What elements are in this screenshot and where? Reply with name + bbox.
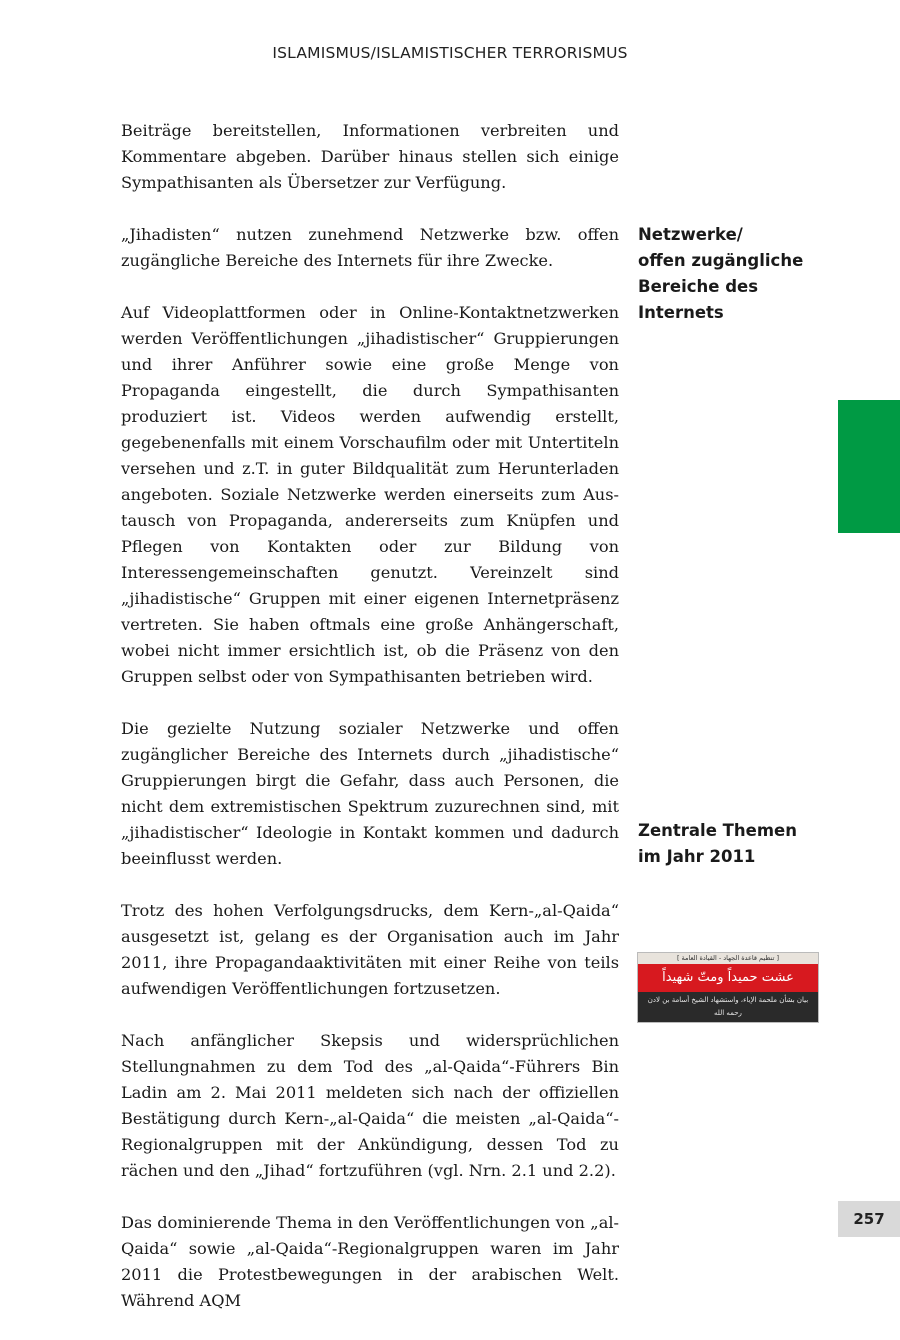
side-heading-line: offen zugängliche	[638, 251, 804, 270]
image-bottom-line: بيان بشأن ملحمة الإباء، واستشهاد الشيخ أسامة بن لادن	[647, 996, 809, 1004]
side-heading-line: Bereiche des	[638, 277, 759, 296]
paragraph: Beiträge bereitstellen, Informationen verbreiten und Kommentare abgeben. Darüber hinaus stellen sich einige Sympathisanten als Übersetzer zur Verfügung.	[121, 121, 619, 192]
side-heading-line: Zentrale Themen	[638, 821, 797, 840]
side-heading-line: Internets	[638, 303, 724, 322]
image-bottom-text	[638, 992, 818, 1022]
paragraph: Auf Videoplattformen oder in Online-Kontaktnetzwerken werden Veröffentlichungen „jihadistischer“ Gruppierungen und ihrer Anführer sowie eine große Menge von Propaganda eingestellt, die durch Sympathisanten produziert ist. Videos werden aufwendig erstellt, gegebenenfalls mit einem Vorschaufilm oder mit Untertiteln versehen und z.T. in guter Bildqualität zum Herunterladen angeboten. Soziale Netzwerke werden einerseits zum Austausch von Propaganda, andererseits zum Knüpfen und Pflegen von Kontakten oder zur Bildung von Interessengemeinschaften genutzt. Vereinzelt sind „jihadistische“ Gruppen mit einer eigenen Internetpräsenz vertreten. Sie haben oftmals eine große Anhängerschaft, wobei nicht immer ersichtlich ist, ob die Präsenz von den Gruppen selbst oder von Sympathisanten betrieben wird.	[121, 303, 619, 686]
main-text	[121, 118, 619, 1340]
image-top-text: [ تنظيم قاعدة الجهاد - القيادة العامة ]	[638, 953, 818, 964]
paragraph: Nach anfänglicher Skepsis und widersprüchlichen Stellungnahmen zu dem Tod des „al-Qaida“-Führers Bin Ladin am 2. Mai 2011 meldeten sich nach der offiziellen Bestätigung durch Kern-„al-Qaida“ die meisten „al-Qaida“-Regionalgruppen mit der Ankündigung, dessen Tod zu rächen und den „Jihad“ fortzuführen (vgl. Nrn. 2.1 und 2.2).	[121, 1031, 619, 1180]
side-heading-line: Netzwerke/	[638, 225, 743, 244]
running-header: ISLAMISMUS/ISLAMISTISCHER TERRORISMUS	[272, 44, 628, 62]
side-heading-line: im Jahr 2011	[638, 847, 756, 866]
paragraph: Das dominierende Thema in den Veröffentlichungen von „al-Qaida“ sowie „al-Qaida“-Regionalgruppen waren im Jahr 2011 die Protestbewegungen in der arabischen Welt. Während AQM	[121, 1213, 619, 1310]
chapter-tab	[838, 400, 900, 533]
propaganda-image	[638, 953, 818, 1022]
image-bottom-line: رحمه الله	[714, 1009, 742, 1017]
paragraph: Trotz des hohen Verfolgungsdrucks, dem Kern-„al-Qaida“ ausgesetzt ist, gelang es der Organisation auch im Jahr 2011, ihre Propagandaaktivitäten mit einer Reihe von teils aufwendigen Veröffentlichungen fortzusetzen.	[121, 901, 619, 998]
side-heading-netzwerke	[638, 222, 828, 326]
paragraph: Die gezielte Nutzung sozialer Netzwerke und offen zugänglicher Bereiche des Internets durch „jihadistische“ Gruppierungen birgt die Gefahr, dass auch Personen, die nicht dem extremistischen Spektrum zuzurechnen sind, mit „jihadistischer“ Ideologie in Kontakt kommen und dadurch beeinflusst werden.	[121, 719, 619, 868]
page-number: 257	[838, 1201, 900, 1237]
paragraph: „Jihadisten“ nutzen zunehmend Netzwerke bzw. offen zugängliche Bereiche des Internets für ihre Zwecke.	[121, 225, 619, 270]
image-main-text: عشت حميداً ومتّ شهيداً	[638, 964, 818, 992]
side-heading-themen	[638, 818, 828, 870]
